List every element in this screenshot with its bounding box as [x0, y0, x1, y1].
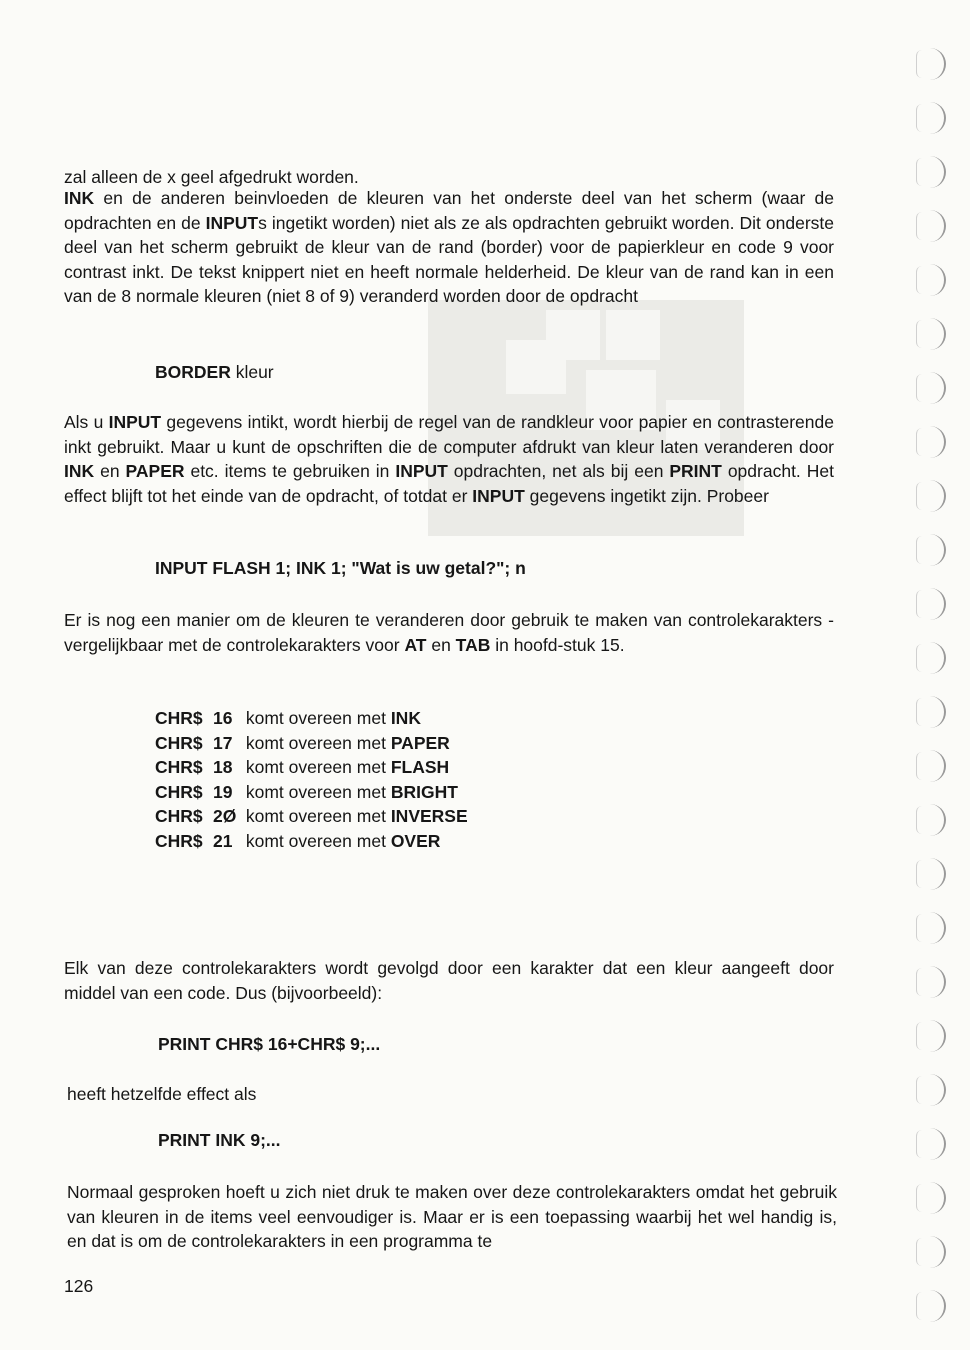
- input-example-code: INPUT FLASH 1; INK 1; "Wat is uw getal?"; n: [155, 558, 526, 578]
- chr-row: CHR$ 18 komt overeen met FLASH: [155, 757, 450, 778]
- paragraph-normally: Normaal gesproken hoeft u zich niet druk te maken over deze controlekarakters omdat het gebruik van kleuren in de items veel eenvoudiger is. Maar er is een toepassing waarbij het wel handig is, en dat is om de controlekarakters in een programma te: [67, 1182, 837, 1252]
- paragraph-controlchars: Er is nog een manier om de kleuren te veranderen door gebruik te maken van controlekarakters - vergelijkbaar met de controlekarakters voor AT en TAB in hoofd-stuk 15.: [64, 610, 834, 655]
- spiral-binding: [916, 40, 956, 1330]
- chr-row: CHR$ 17 komt overeen met PAPER: [155, 732, 450, 753]
- chr-row: CHR$ 19 komt overeen met BRIGHT: [155, 781, 458, 802]
- chr-row: CHR$ 21 komt overeen met OVER: [155, 830, 441, 851]
- print-example-2: PRINT INK 9;...: [158, 1130, 281, 1150]
- page-number: 126: [64, 1276, 94, 1296]
- chr-row: CHR$ 16 komt overeen met INK: [155, 708, 421, 728]
- chr-table: [155, 706, 468, 854]
- border-command: BORDER kleur: [155, 362, 274, 382]
- paragraph-intro: zal alleen de x geel afgedrukt worden.: [64, 167, 359, 187]
- paragraph-ink: INK en de anderen beinvloeden de kleuren van het onderste deel van het scherm (waar de opdrachten en de INPUTs ingetikt worden) niet als ze als opdrachten gebruikt worden. Dit onderste deel van het scherm gebruikt de kleur van de rand (border) voor de papierkleur en code 9 voor contrast inkt. De tekst knippert niet en heeft normale helderheid. De kleur van de rand kan in een van de 8 normale kleuren (niet 8 of 9) veranderd worden door de opdracht: [64, 188, 834, 307]
- paragraph-same-effect: heeft hetzelfde effect als: [67, 1084, 257, 1104]
- paragraph-followed-by: Elk van deze controlekarakters wordt gevolgd door een karakter dat een kleur aangeeft door middel van een code. Dus (bijvoorbeeld):: [64, 958, 834, 1003]
- print-example-1: PRINT CHR$ 16+CHR$ 9;...: [158, 1034, 381, 1054]
- paragraph-input: Als u INPUT gegevens intikt, wordt hierbij de regel van de randkleur voor papier en contrasterende inkt gebruikt. Maar u kunt de opschriften die de computer afdrukt van kleur laten veranderen door INK en PAPER etc. items te gebruiken in INPUT opdrachten, net als bij een PRINT opdracht. Het effect blijft tot het einde van de opdracht, of totdat er INPUT gegevens ingetikt zijn. Probeer: [64, 412, 834, 506]
- chr-row: CHR$ 2Ø komt overeen met INVERSE: [155, 806, 468, 827]
